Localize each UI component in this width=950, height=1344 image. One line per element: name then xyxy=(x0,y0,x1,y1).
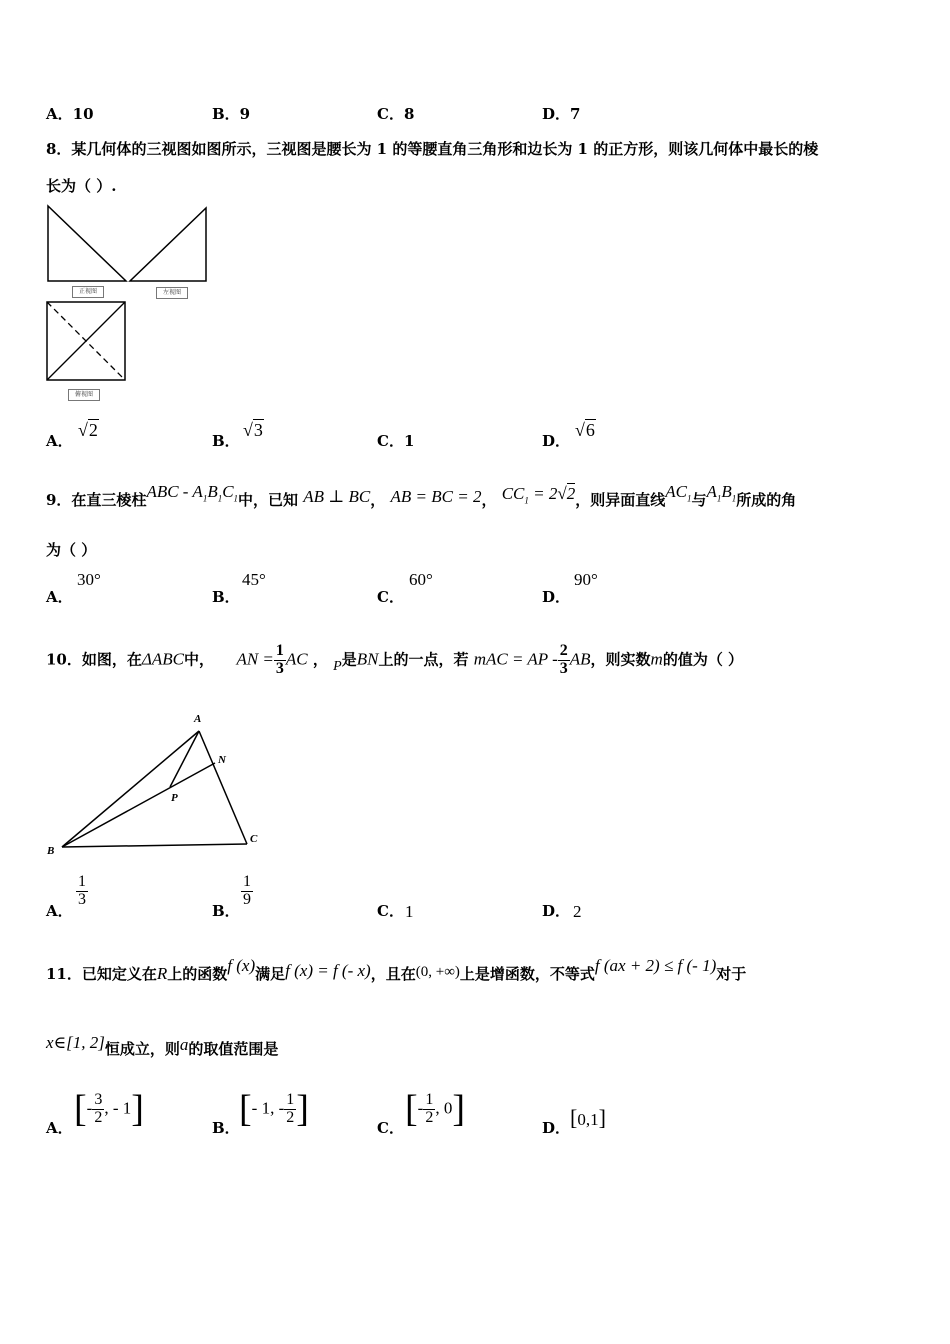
q9-option-b-value: 45° xyxy=(242,570,266,589)
q10-option-a-value: $\frac{1}{3}$ xyxy=(78,873,86,908)
q10-option-d: D． xyxy=(542,902,571,920)
q11-option-d-value: [0,1] xyxy=(570,1105,606,1130)
q11-text-line1: 11．已知定义在R上的函数f (x)满足f (x) = f (- x)，且在(0, +∞)上是增函数，不等式f (ax + 2) ≤ f (- 1)对于 xyxy=(46,956,747,983)
vertex-b-label: B xyxy=(47,845,55,857)
front-view-label: 正视图 xyxy=(72,286,104,298)
vertex-c-label: C xyxy=(250,833,258,845)
q10-text: 10．如图，在ΔABC中， AN = $\frac{1}{3}$ AC ， P是BN上的一点，若 mAC = AP - $\frac{2}{3}$ AB，则实数m的值为（ ） xyxy=(46,642,744,677)
q9-option-c-value: 60° xyxy=(409,570,433,589)
q11-option-c: C． xyxy=(377,1119,404,1137)
q8-option-a-value: √2 xyxy=(78,420,98,440)
q8-option-d: D． xyxy=(542,432,571,450)
q8-option-b-value: √3 xyxy=(243,420,263,440)
point-n-label: N xyxy=(218,754,226,766)
q11-option-c-value: [- $\frac{1}{2}$ , 0] xyxy=(405,1088,465,1130)
q9-option-d: D． xyxy=(542,588,571,606)
q10-option-b: B． xyxy=(212,902,240,920)
q7-option-c: C．8 xyxy=(377,105,415,123)
q8-option-d-value: √6 xyxy=(575,420,595,440)
side-view-triangle xyxy=(130,208,206,281)
q11-option-d: D． xyxy=(542,1119,571,1137)
q8-option-a: A． xyxy=(46,432,73,450)
q9-option-a-value: 30° xyxy=(77,570,101,589)
q11-option-b-value: [- 1, - $\frac{1}{2}$ ] xyxy=(239,1088,309,1130)
segment-ap xyxy=(170,731,199,787)
q11-text-line2: x∈[1, 2]恒成立，则a的取值范围是 xyxy=(46,1033,279,1058)
q11-option-b: B． xyxy=(212,1119,240,1137)
q9-text-line1: 9．在直三棱柱ABC - $A_1B_1C_1$中，已知 AB ⊥ BC， AB = BC = 2， $CC_1 = 2√2$，则异面直线$AC_1$与$A_1B_1$所成的角 xyxy=(46,482,797,509)
q11-option-a-value: [- $\frac{3}{2}$ , - 1] xyxy=(74,1088,144,1130)
q11-option-a: A． xyxy=(46,1119,73,1137)
segment-bn xyxy=(62,763,215,847)
q10-option-d-value: 2 xyxy=(573,902,582,921)
q7-option-b: B．9 xyxy=(212,105,251,123)
side-view-label: 左视图 xyxy=(156,287,188,299)
q10-option-c-value: 1 xyxy=(405,902,414,921)
point-p-label: P xyxy=(171,792,178,804)
q8-three-view-figure xyxy=(40,200,220,405)
side-ac xyxy=(199,731,247,844)
q9-option-a: A． xyxy=(46,588,73,606)
q8-text-line2: 长为（ ）. xyxy=(46,177,117,195)
q9-option-b: B． xyxy=(212,588,240,606)
q7-option-a: A．10 xyxy=(46,105,94,123)
top-view-label: 俯视图 xyxy=(68,389,100,401)
q7-option-d: D．7 xyxy=(542,105,581,123)
q9-option-c: C． xyxy=(377,588,404,606)
q10-option-a: A． xyxy=(46,902,73,920)
q8-text-line1: 8．某几何体的三视图如图所示，三视图是腰长为 1 的等腰直角三角形和边长为 1 的正方形，则该几何体中最长的棱 xyxy=(46,140,819,158)
q9-option-d-value: 90° xyxy=(574,570,598,589)
q10-option-c: C． xyxy=(377,902,404,920)
q10-triangle-figure xyxy=(40,708,280,863)
q9-text-line2: 为（ ） xyxy=(46,541,97,559)
q10-option-b-value: $\frac{1}{9}$ xyxy=(243,873,251,908)
side-ba xyxy=(62,731,199,847)
q8-option-c: C．1 xyxy=(377,432,415,450)
q8-option-b: B． xyxy=(212,432,240,450)
front-view-triangle xyxy=(48,206,126,281)
vertex-a-label: A xyxy=(194,713,202,725)
side-bc xyxy=(62,844,247,847)
